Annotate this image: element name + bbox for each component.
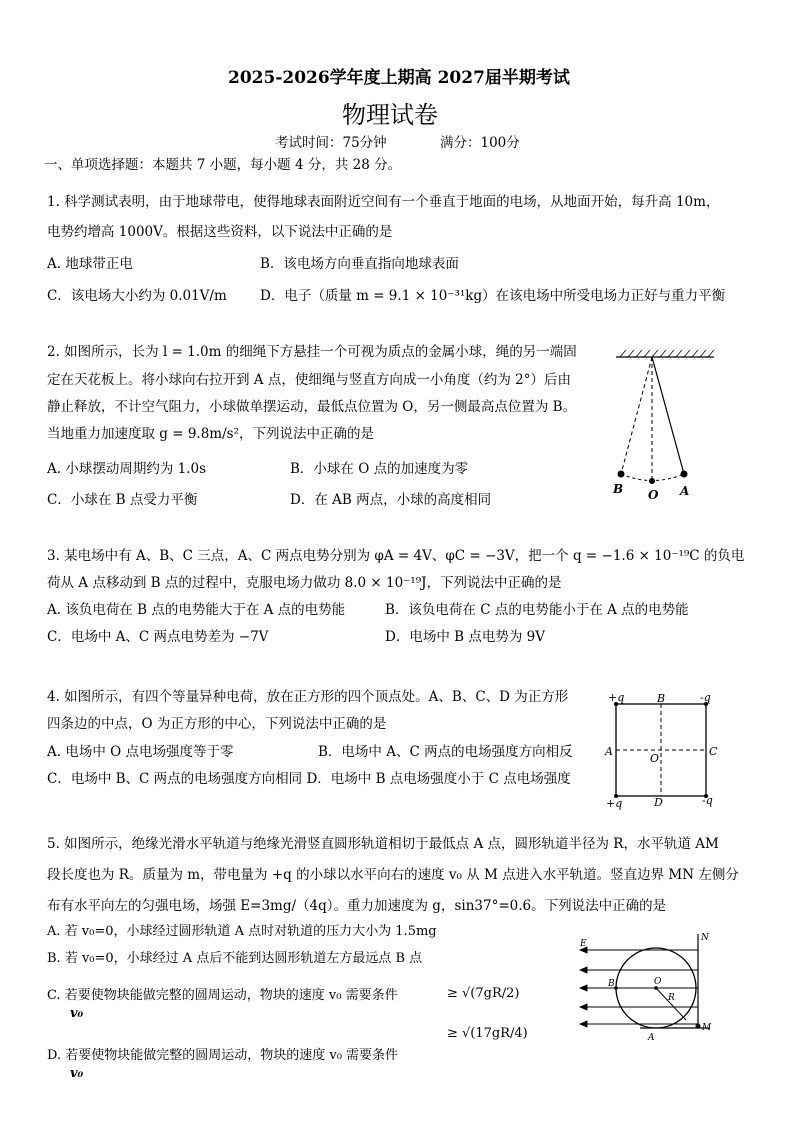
label-o: O: [650, 752, 660, 765]
subject-title: 物理试卷: [342, 101, 438, 129]
q1-stem-line2: 电势约增高 1000V。根据这些资料，以下说法中正确的是: [47, 224, 393, 240]
q2-stem-line2: 定在天花板上。将小球向右拉开到 A 点，使细绳与竖直方向成一小角度（约为 2°）后由: [47, 372, 571, 388]
ball-o: [649, 478, 655, 484]
charge-tr: -q: [700, 691, 711, 704]
q5-option-b: B. 若 v₀=0，小球经过 A 点后不能到达圆形轨道左方最远点 B 点: [47, 951, 423, 966]
square-charges-figure: [600, 690, 725, 810]
label-e: E: [580, 939, 587, 949]
label-o: O: [648, 488, 659, 502]
q3-stem-line2: 荷从 A 点移动到 B 点的过程中，克服电场力做功 8.0 × 10⁻¹⁹J，下列说法中正确的是: [47, 575, 562, 591]
q2-option-b: B．小球在 O 点的加速度为零: [290, 461, 469, 477]
q5-option-c-condition: ≥ √(7gR/2): [447, 986, 520, 1001]
q1-option-d: D．电子（质量 m = 9.1 × 10⁻³¹kg）在该电场中所受电场力正好与重力平衡: [260, 288, 726, 304]
q5-option-c: C. 若要使物块能做完整的圆周运动，物块的速度 v₀ 需要条件: [47, 988, 398, 1003]
q4-stem-line2: 四条边的中点，O 为正方形的中心，下列说法中正确的是: [47, 716, 387, 732]
q2-option-a: A. 小球摆动周期约为 1.0s: [47, 461, 207, 477]
q5-stem-line2: 段长度也为 R。质量为 m，带电量为 +q 的小球以水平向右的速度 v₀ 从 M 点进入水平轨道。竖直边界 MN 左侧分: [47, 867, 739, 883]
q2-option-c: C．小球在 B 点受力平衡: [47, 492, 198, 508]
label-r: R: [668, 993, 675, 1003]
label-b: B: [657, 692, 666, 705]
q4-stem-line1: 4. 如图所示，有四个等量异种电荷，放在正方形的四个顶点处。A、B、C、D 为正方形: [47, 689, 569, 705]
q5-option-c-v0: v₀: [70, 1006, 84, 1021]
charge-bl: +q: [606, 797, 623, 810]
q2-stem-line1: 2. 如图所示，长为 l = 1.0m 的细绳下方悬挂一个可视为质点的金属小球，绳的另一端固: [47, 344, 577, 360]
q3-option-d: D．电场中 B 点电势为 9V: [385, 629, 545, 645]
label-n: N: [701, 933, 709, 943]
q4-option-b: B．电场中 A、C 两点的电场强度方向相反: [318, 744, 573, 760]
ball-a: [681, 471, 688, 478]
q3-option-c: C．电场中 A、C 两点电势差为 −7V: [47, 629, 269, 645]
section-heading: 一、单项选择题：本题共 7 小题，每小题 4 分，共 28 分。: [44, 157, 402, 173]
exam-time: 考试时间：75分钟: [275, 135, 387, 151]
q1-stem-line1: 1. 科学测试表明，由于地球带电，使得地球表面附近空间有一个垂直于地面的电场，从地面开始，每升高 10m，: [47, 194, 720, 210]
q4-option-a: A. 电场中 O 点电场强度等于零: [47, 744, 234, 760]
q5-option-d: D. 若要使物块能做完整的圆周运动，物块的速度 v₀ 需要条件: [47, 1048, 399, 1063]
circular-track-figure: [570, 928, 718, 1046]
q5-stem-line1: 5. 如图所示，绝缘光滑水平轨道与绝缘光滑竖直圆形轨道相切于最低点 A 点，圆形轨道半径为 R，水平轨道 AM: [47, 836, 719, 852]
q5-option-d-v0: v₀: [70, 1066, 84, 1081]
q3-stem-line1: 3. 某电场中有 A、B、C 三点，A、C 两点电势分别为 φA = 4V、φC = −3V，把一个 q = −1.6 × 10⁻¹⁹C 的负电: [47, 548, 745, 564]
label-c: C: [709, 745, 718, 758]
q2-option-d: D．在 AB 两点，小球的高度相同: [290, 492, 492, 508]
full-score: 满分：100分: [440, 135, 520, 151]
q3-option-a: A. 该负电荷在 B 点的电势能大于在 A 点的电势能: [47, 602, 346, 618]
label-a: A: [648, 1033, 655, 1043]
label-m: M: [702, 1023, 712, 1033]
q1-option-b: B．该电场方向垂直指向地球表面: [260, 256, 459, 272]
ball-b: [618, 471, 625, 478]
exam-title: 2025-2026学年度上期高 2027届半期考试: [228, 68, 570, 88]
label-o: O: [654, 977, 662, 987]
q5-option-a: A. 若 v₀=0，小球经过圆形轨道 A 点时对轨道的压力大小为 1.5mg: [47, 924, 437, 939]
q1-option-a: A. 地球带正电: [47, 256, 133, 272]
charge-tl: +q: [608, 691, 625, 704]
label-b: B: [608, 979, 615, 989]
q1-option-c: C．该电场大小约为 0.01V/m: [47, 288, 227, 304]
q5-stem-line3: 布有水平向左的匀强电场，场强 E=3mg/（4q）。重力加速度为 g，sin37°=0.6。下列说法中正确的是: [47, 898, 667, 914]
q3-option-b: B．该负电荷在 C 点的电势能小于在 A 点的电势能: [385, 602, 689, 618]
label-b: B: [613, 482, 624, 496]
label-a: A: [680, 484, 690, 498]
label-a: A: [605, 745, 613, 758]
label-d: D: [654, 796, 663, 809]
q5-option-d-condition: ≥ √(17gR/4): [447, 1026, 528, 1041]
pendulum-figure: [608, 345, 720, 505]
q2-stem-line4: 当地重力加速度取 g = 9.8m/s²，下列说法中正确的是: [47, 426, 374, 442]
q4-option-cd: C．电场中 B、C 两点的电场强度方向相同 D．电场中 B 点电场强度小于 C 点电场强度: [47, 771, 571, 787]
charge-br: -q: [702, 794, 713, 807]
q2-stem-line3: 静止释放，不计空气阻力，小球做单摆运动，最低点位置为 O，另一侧最高点位置为 B。: [47, 399, 577, 415]
